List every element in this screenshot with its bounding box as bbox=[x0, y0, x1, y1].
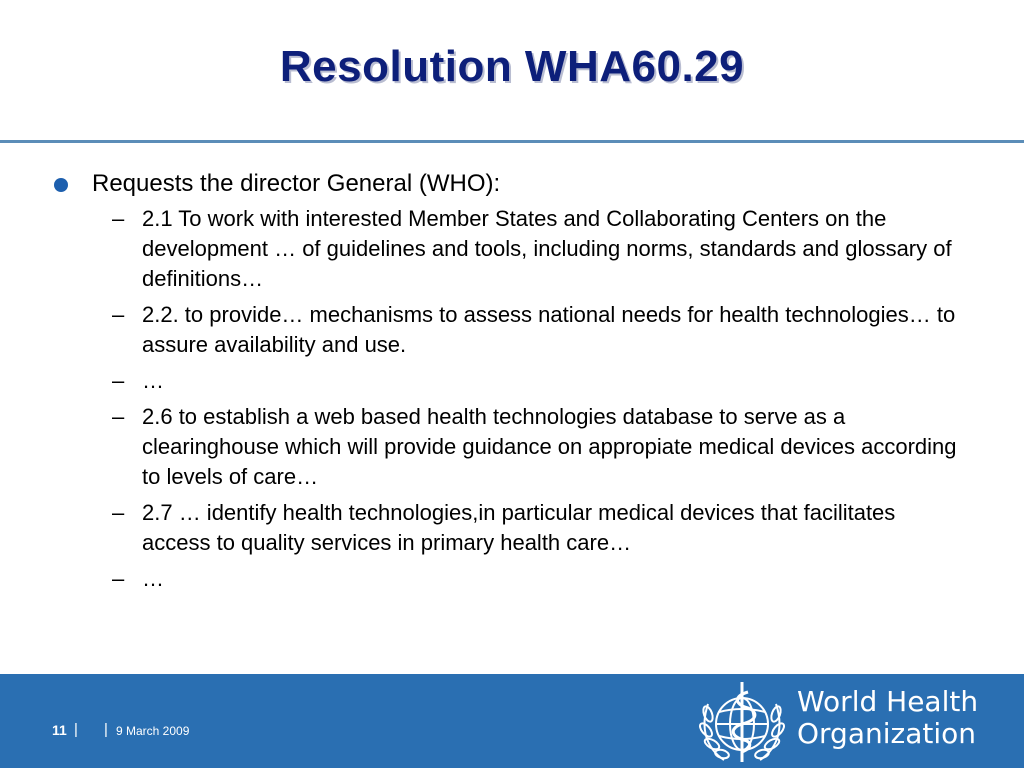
page-number: 11 bbox=[52, 722, 67, 738]
sub-bullet-text: 2.1 To work with interested Member States and Collaborating Centers on the development … of guidelines and tools, including norms, standards and glossary of definitions… bbox=[142, 206, 952, 291]
organization-name-line2: Organization bbox=[797, 717, 977, 750]
sub-bullet-item bbox=[112, 564, 984, 594]
sub-bullet-item bbox=[112, 366, 984, 396]
sub-bullet-list bbox=[112, 204, 984, 594]
footer-separator: | bbox=[74, 721, 78, 738]
dash-marker: – bbox=[112, 302, 125, 327]
dash-marker: – bbox=[112, 566, 125, 591]
sub-bullet-item bbox=[112, 300, 984, 360]
dash-marker: – bbox=[112, 500, 125, 525]
sub-bullet-text: 2.2. to provide… mechanisms to assess national needs for health technologies… to assure availability and use. bbox=[142, 302, 956, 357]
sub-bullet-text: … bbox=[142, 368, 164, 393]
bullet-text: Requests the director General (WHO): bbox=[92, 170, 501, 197]
title-divider bbox=[0, 140, 1024, 143]
sub-bullet-item bbox=[112, 204, 984, 294]
sub-bullet-text: 2.7 … identify health technologies,in particular medical devices that facilitates access to quality services in primary health care… bbox=[142, 500, 896, 555]
dash-marker: – bbox=[112, 404, 125, 429]
footer-separator: | bbox=[104, 721, 108, 738]
slide-title: Resolution WHA60.29 bbox=[279, 42, 745, 91]
sub-bullet-text: … bbox=[142, 566, 164, 591]
slide-content bbox=[54, 168, 984, 600]
sub-bullet-text: 2.6 to establish a web based health technologies database to serve as a clearinghouse which will provide guidance on appropiate medical devices according to levels of care… bbox=[142, 404, 957, 489]
who-emblem-icon bbox=[694, 674, 790, 768]
bullet-item bbox=[54, 168, 984, 200]
sub-bullet-item bbox=[112, 498, 984, 558]
dash-marker: – bbox=[112, 368, 125, 393]
dash-marker: – bbox=[112, 206, 125, 231]
sub-bullet-item bbox=[112, 402, 984, 492]
bullet-dot-icon bbox=[54, 178, 68, 192]
organization-name bbox=[797, 686, 978, 750]
organization-name-line1: World Health bbox=[797, 685, 979, 718]
slide-date: 9 March 2009 bbox=[116, 724, 190, 738]
